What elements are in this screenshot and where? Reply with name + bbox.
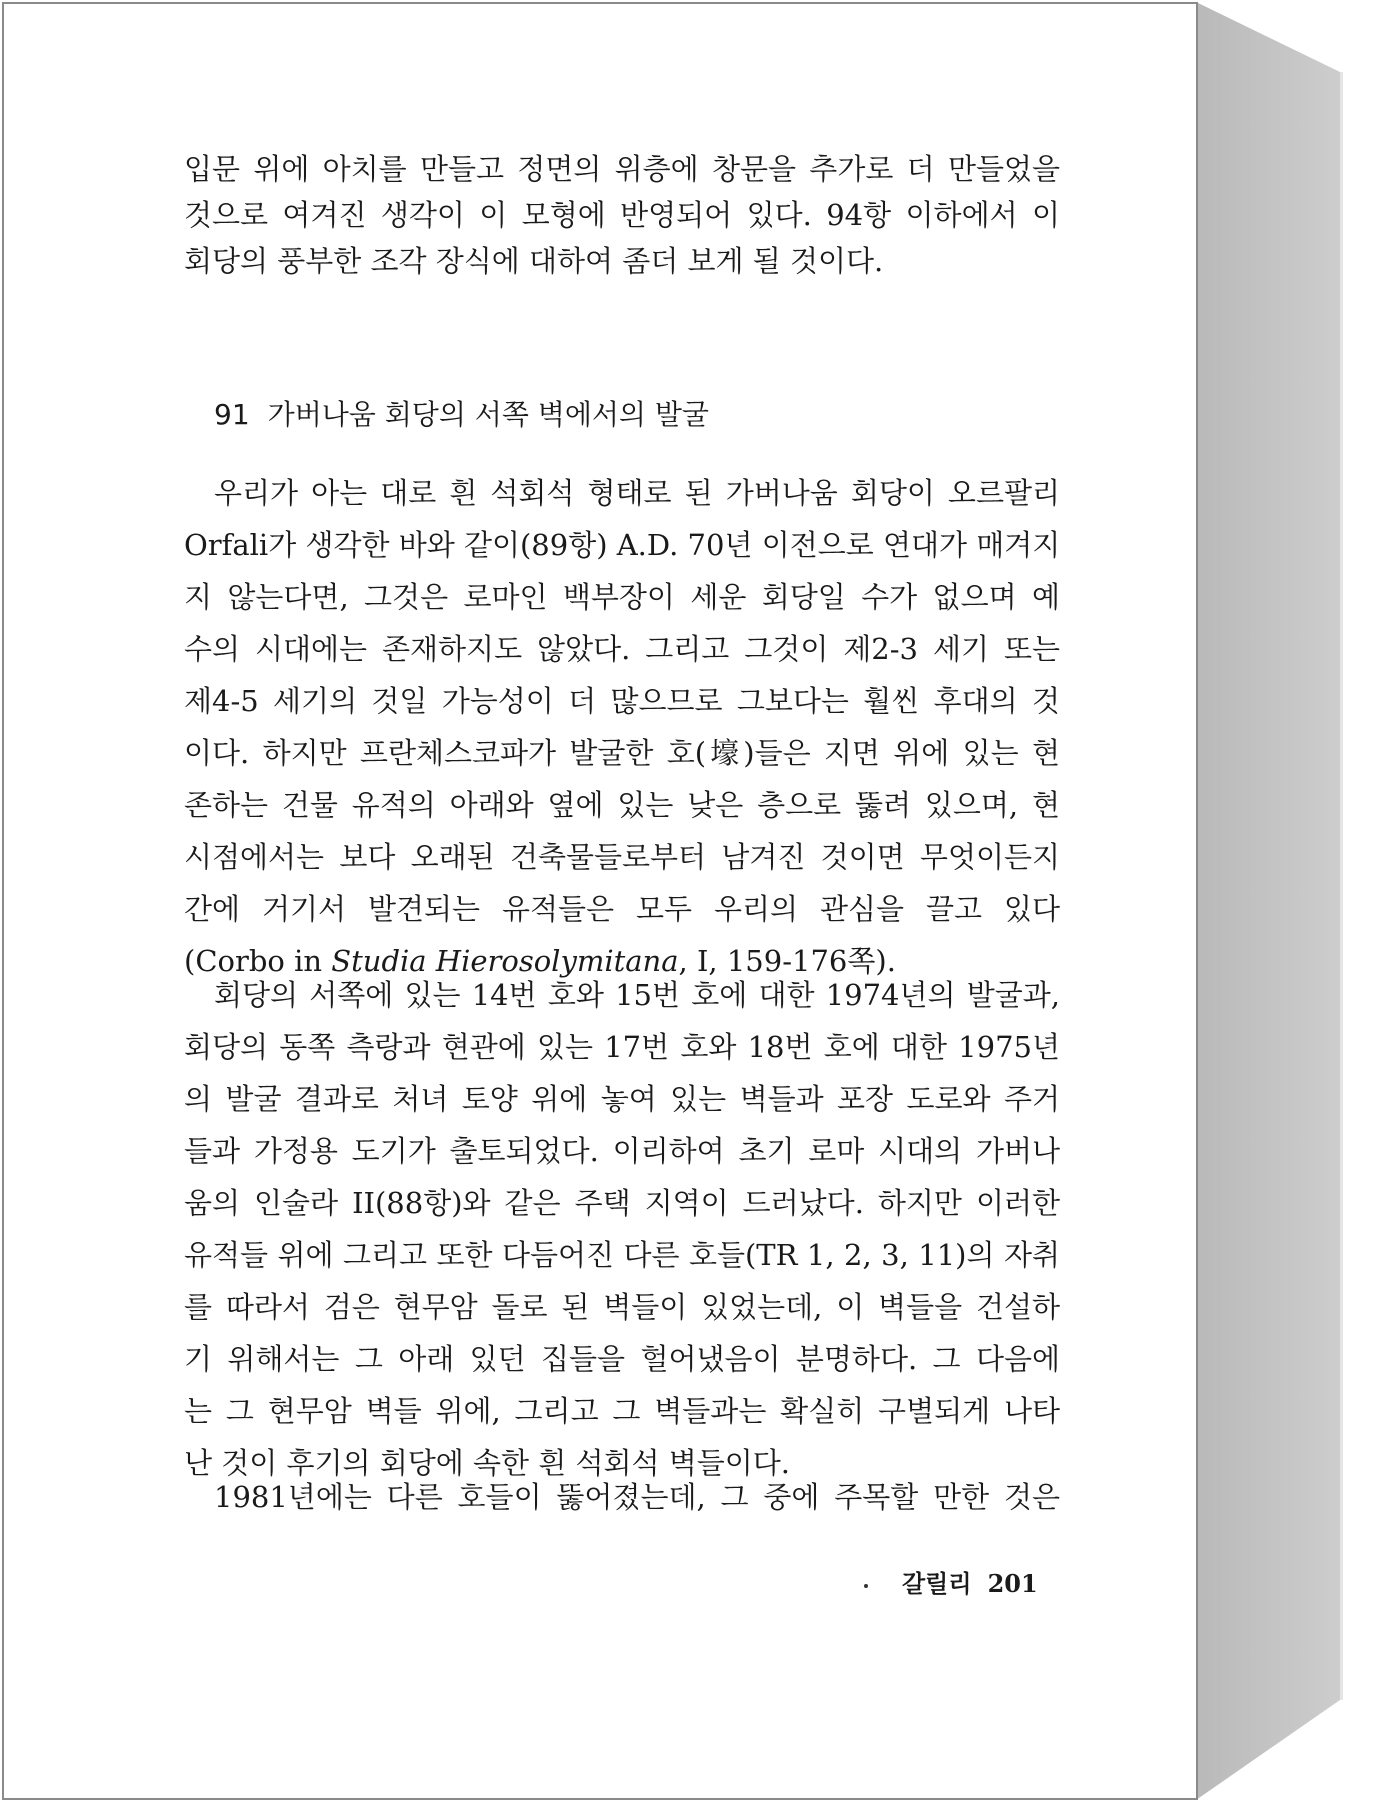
text-line: 난 것이 후기의 회당에 속한 흰 석회석 벽들이다.: [184, 1446, 791, 1480]
text-line: 움의 인술라 II(88항)와 같은 주택 지역이 드러났다. 하지만 이러한: [184, 1186, 1060, 1220]
text-line: 는 그 현무암 벽들 위에, 그리고 그 벽들과는 확실히 구별되게 나타: [184, 1394, 1060, 1428]
book-page-stack-edge: [1196, 2, 1340, 1800]
book-page: [2, 2, 1198, 1800]
book-edge-highlight: [1340, 72, 1343, 1700]
text-line: 유적들 위에 그리고 또한 다듬어진 다른 호들(TR 1, 2, 3, 11)의 자취: [184, 1238, 1060, 1272]
text-line: 지 않는다면, 그것은 로마인 백부장이 세운 회당일 수가 없으며 예: [184, 580, 1060, 614]
citation-prefix: (Corbo in: [184, 944, 332, 978]
section-title: 가버나움 회당의 서쪽 벽에서의 발굴: [267, 398, 709, 431]
text-line: 이다. 하지만 프란체스코파가 발굴한 호(壕)들은 지면 위에 있는 현: [184, 736, 1060, 770]
text-line: 기 위해서는 그 아래 있던 집들을 헐어냈음이 분명하다. 그 다음에: [184, 1342, 1060, 1376]
text-line: 우리가 아는 대로 흰 석회석 형태로 된 가버나움 회당이 오르팔리: [214, 476, 1060, 510]
section-number: 91: [214, 398, 250, 431]
text-line: 회당의 동쪽 측랑과 현관에 있는 17번 호와 18번 호에 대한 1975년: [184, 1030, 1060, 1064]
section-heading: [214, 390, 709, 440]
running-title: 갈릴리: [902, 1569, 972, 1598]
text-line: 수의 시대에는 존재하지도 않았다. 그리고 그것이 제2-3 세기 또는: [184, 632, 1060, 666]
text-line: 의 발굴 결과로 처녀 토양 위에 놓여 있는 벽들과 포장 도로와 주거: [184, 1082, 1060, 1116]
text-line: 입문 위에 아치를 만들고 정면의 위층에 창문을 추가로 더 만들었을: [184, 152, 1060, 186]
text-line: 시점에서는 보다 오래된 건축물들로부터 남겨진 것이면 무엇이든지: [184, 840, 1060, 874]
citation-title: Studia Hierosolymitana: [331, 944, 679, 978]
text-line: 존하는 건물 유적의 아래와 옆에 있는 낮은 층으로 뚫려 있으며, 현: [184, 788, 1060, 822]
text-line: 들과 가정용 도기가 출토되었다. 이리하여 초기 로마 시대의 가버나: [184, 1134, 1060, 1168]
citation-suffix: , I, 159-176쪽).: [678, 944, 896, 978]
footer-dot: [864, 1584, 868, 1588]
text-line: 것으로 여겨진 생각이 이 모형에 반영되어 있다. 94항 이하에서 이: [184, 198, 1060, 232]
text-line: 회당의 서쪽에 있는 14번 호와 15번 호에 대한 1974년의 발굴과,: [214, 978, 1060, 1012]
page-footer: [864, 1564, 1038, 1599]
text-line: 를 따라서 검은 현무암 돌로 된 벽들이 있었는데, 이 벽들을 건설하: [184, 1290, 1060, 1324]
text-line: 회당의 풍부한 조각 장식에 대하여 좀더 보게 될 것이다.: [184, 244, 884, 278]
text-line: 간에 거기서 발견되는 유적들은 모두 우리의 관심을 끌고 있다: [184, 892, 1060, 926]
text-line: 1981년에는 다른 호들이 뚫어졌는데, 그 중에 주목할 만한 것은: [214, 1480, 1060, 1514]
text-line: Orfali가 생각한 바와 같이(89항) A.D. 70년 이전으로 연대가 매겨지: [184, 528, 1061, 562]
page-number: 201: [987, 1569, 1038, 1598]
text-line: 제4-5 세기의 것일 가능성이 더 많으므로 그보다는 훨씬 후대의 것: [184, 684, 1060, 718]
